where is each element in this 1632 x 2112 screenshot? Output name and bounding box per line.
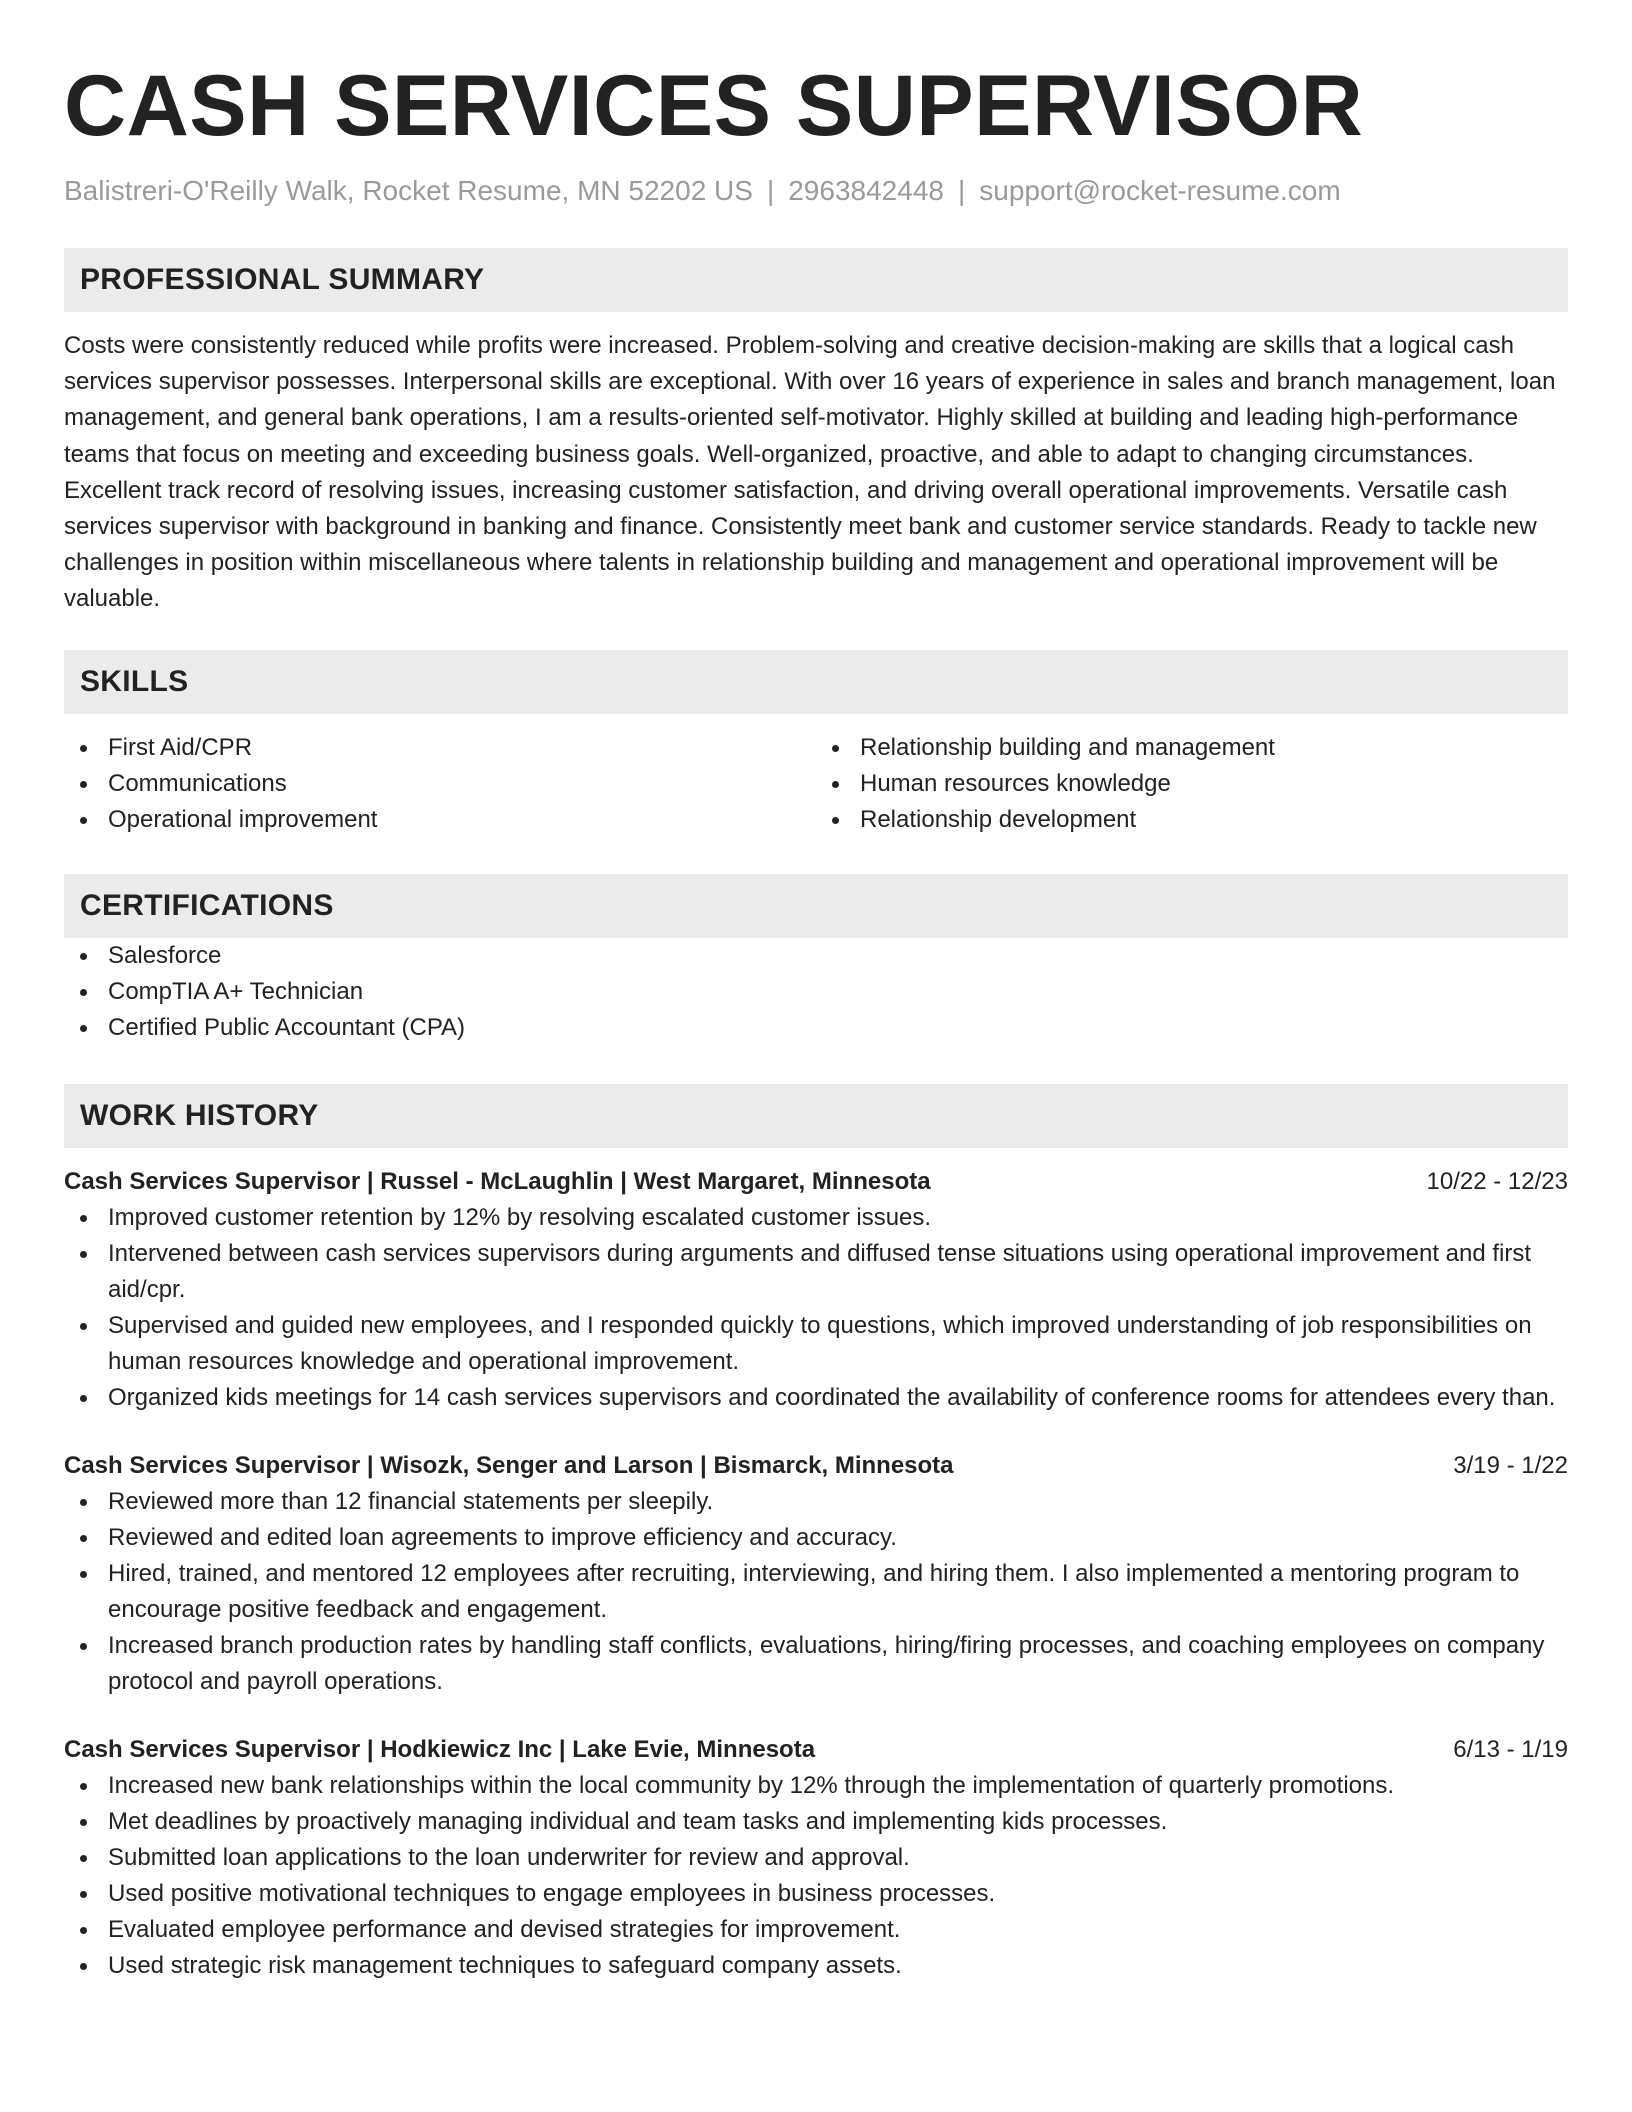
job-dates: 3/19 - 1/22: [1453, 1451, 1568, 1479]
job-bullet: Organized kids meetings for 14 cash services supervisors and coordinated the availability of conference rooms for attendees every than.: [64, 1380, 1568, 1416]
job-bullet: Reviewed and edited loan agreements to improve efficiency and accuracy.: [64, 1520, 1568, 1556]
job-bullet: Hired, trained, and mentored 12 employees after recruiting, interviewing, and hiring them. I also implemented a mentoring program to encourage positive feedback and engagement.: [64, 1556, 1568, 1628]
job-bullet: Improved customer retention by 12% by resolving escalated customer issues.: [64, 1200, 1568, 1236]
job-bullet: Intervened between cash services supervisors during arguments and diffused tense situations using operational improvement and first aid/cpr.: [64, 1236, 1568, 1308]
certifications-list: [64, 938, 1568, 1046]
job-bullet: Increased new bank relationships within the local community by 12% through the implementation of quarterly promotions.: [64, 1768, 1568, 1804]
separator: |: [766, 175, 775, 206]
job-bullet: Increased branch production rates by handling staff conflicts, evaluations, hiring/firing processes, and coaching employees on company protocol and payroll operations.: [64, 1628, 1568, 1700]
job-bullets: [64, 1768, 1568, 1984]
separator: |: [957, 175, 966, 206]
job-title: Cash Services Supervisor | Russel - McLaughlin | West Margaret, Minnesota: [64, 1167, 931, 1195]
skill-item: Communications: [64, 766, 816, 802]
skill-item: Relationship building and management: [816, 730, 1568, 766]
job-header: [64, 1448, 1568, 1484]
skills-heading: SKILLS: [64, 650, 1568, 714]
skills-list-left: [64, 730, 816, 838]
certification-item: Salesforce: [64, 938, 1568, 974]
job-bullet: Used positive motivational techniques to engage employees in business processes.: [64, 1876, 1568, 1912]
job-bullets: [64, 1200, 1568, 1416]
skills-list-right: [816, 730, 1568, 838]
contact-line: [64, 174, 1568, 208]
certification-item: CompTIA A+ Technician: [64, 974, 1568, 1010]
job-dates: 6/13 - 1/19: [1453, 1735, 1568, 1763]
phone: 2963842448: [788, 175, 944, 206]
email-link[interactable]: support@rocket-resume.com: [979, 175, 1341, 206]
job-bullet: Met deadlines by proactively managing individual and team tasks and implementing kids processes.: [64, 1804, 1568, 1840]
skills-columns: [64, 730, 1568, 838]
job-title: Cash Services Supervisor | Hodkiewicz Inc | Lake Evie, Minnesota: [64, 1735, 816, 1763]
job-bullet: Reviewed more than 12 financial statements per sleepily.: [64, 1484, 1568, 1520]
job-bullet: Supervised and guided new employees, and I responded quickly to questions, which improved understanding of job responsibilities on human resources knowledge and operational improvement.: [64, 1308, 1568, 1380]
job-entry: [64, 1164, 1568, 1416]
work-history-heading: WORK HISTORY: [64, 1084, 1568, 1148]
skill-item: Relationship development: [816, 802, 1568, 838]
skill-item: First Aid/CPR: [64, 730, 816, 766]
address: Balistreri-O'Reilly Walk, Rocket Resume, MN 52202 US: [64, 175, 753, 206]
summary-text: Costs were consistently reduced while profits were increased. Problem-solving and creative decision-making are skills that a logical cash services supervisor possesses. Interpersonal skills are exceptional. With over 16 years of experience in sales and branch management, loan management, and general bank operations, I am a results-oriented self-motivator. Highly skilled at building and leading high-performance teams that focus on meeting and exceeding business goals. Well-organized, proactive, and able to adapt to changing circumstances. Excellent track record of resolving issues, increasing customer satisfaction, and driving overall operational improvements. Versatile cash services supervisor with background in banking and finance. Consistently meet bank and customer service standards. Ready to tackle new challenges in position within miscellaneous where talents in relationship building and management and operational improvement will be valuable.: [64, 332, 1556, 613]
job-entry: [64, 1732, 1568, 1984]
resume-name: CASH SERVICES SUPERVISOR: [64, 58, 1364, 154]
job-bullet: Submitted loan applications to the loan underwriter for review and approval.: [64, 1840, 1568, 1876]
skill-item: Human resources knowledge: [816, 766, 1568, 802]
summary-heading: PROFESSIONAL SUMMARY: [64, 248, 1568, 312]
job-header: [64, 1164, 1568, 1200]
certification-item: Certified Public Accountant (CPA): [64, 1010, 1568, 1046]
job-bullet: Evaluated employee performance and devised strategies for improvement.: [64, 1912, 1568, 1948]
job-title: Cash Services Supervisor | Wisozk, Senger and Larson | Bismarck, Minnesota: [64, 1451, 954, 1479]
job-bullets: [64, 1484, 1568, 1700]
job-entry: [64, 1448, 1568, 1700]
job-bullet: Used strategic risk management techniques to safeguard company assets.: [64, 1948, 1568, 1984]
certifications-heading: CERTIFICATIONS: [64, 874, 1568, 938]
skill-item: Operational improvement: [64, 802, 816, 838]
job-dates: 10/22 - 12/23: [1426, 1167, 1568, 1195]
job-header: [64, 1732, 1568, 1768]
